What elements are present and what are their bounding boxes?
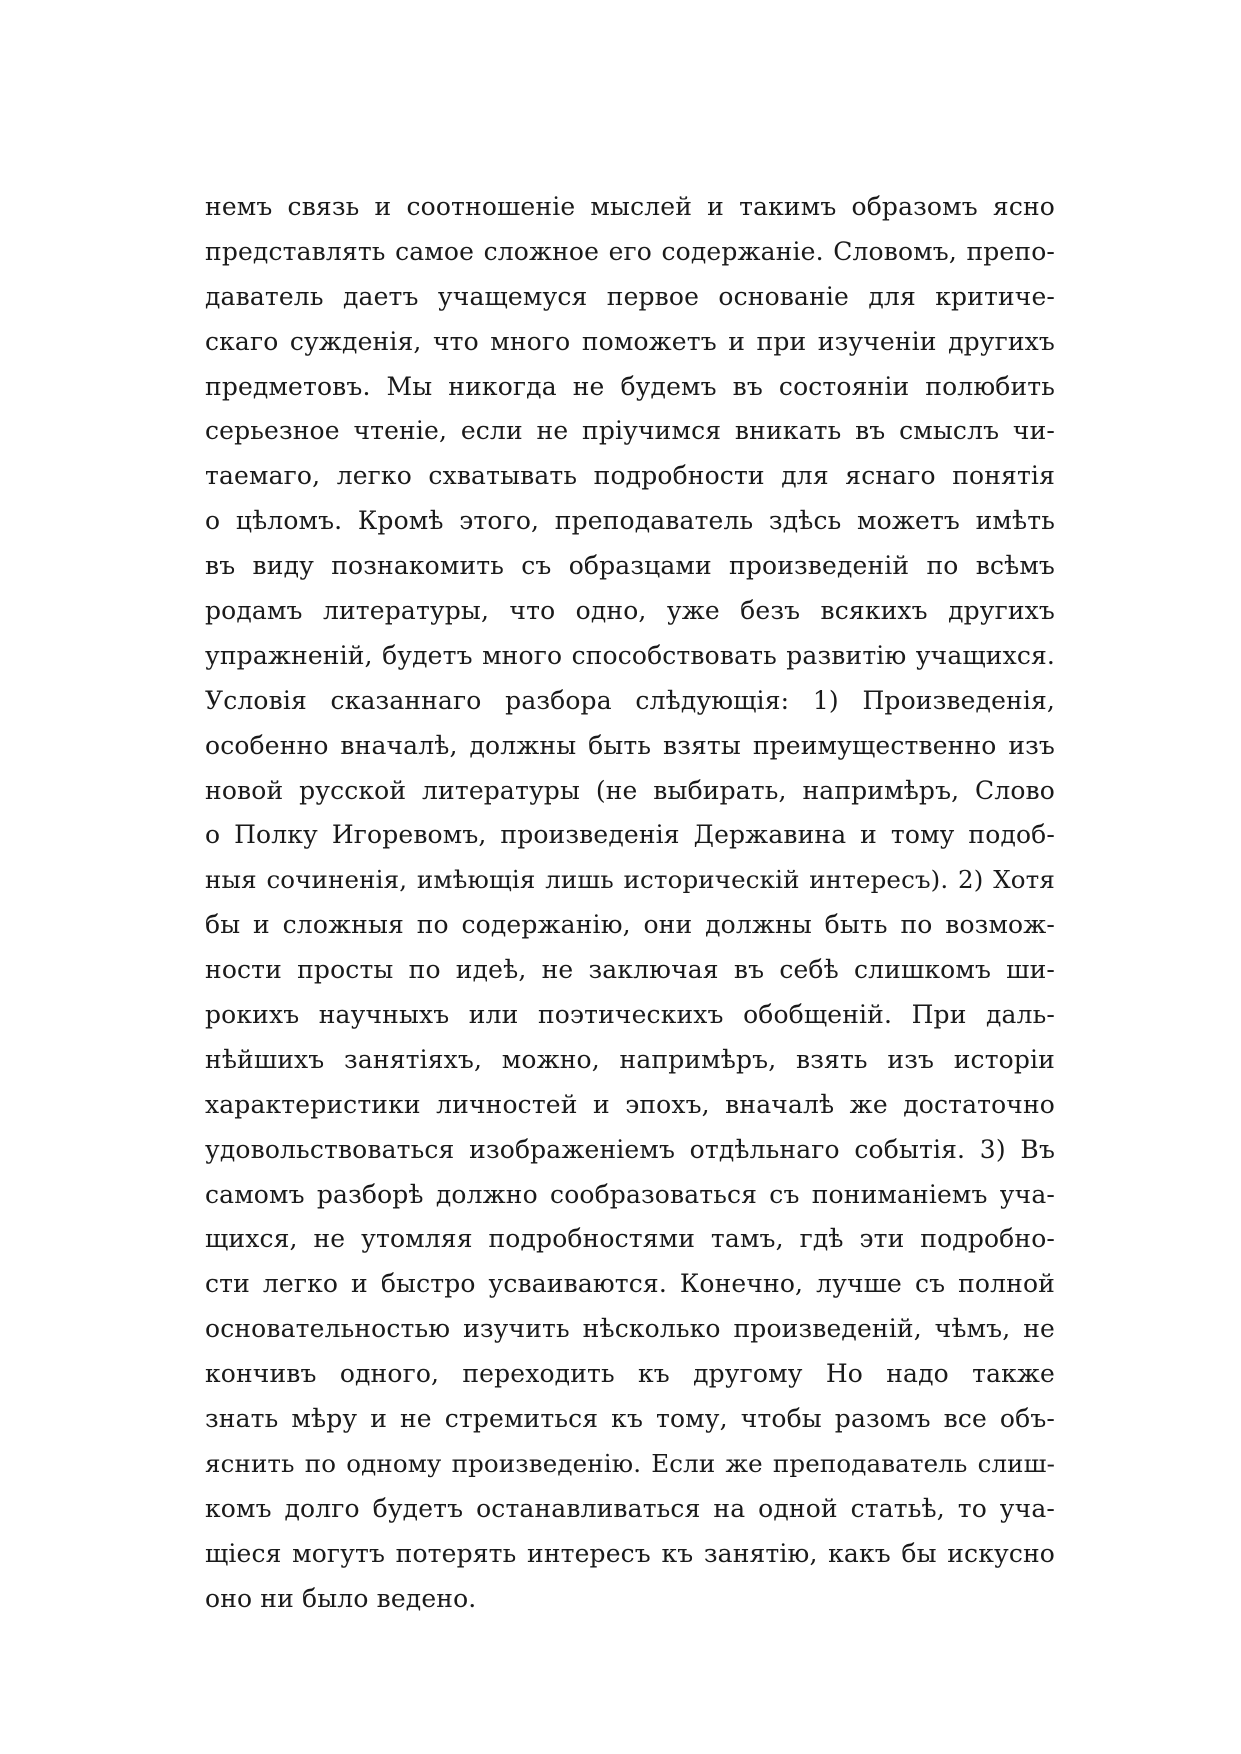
- text-line: Условія сказаннаго разбора слѣдующія: 1) Произведенія,: [205, 685, 1055, 715]
- text-line: о цѣломъ. Кромѣ этого, преподаватель здѣсь можетъ имѣть: [205, 506, 1055, 536]
- text-line: даватель даетъ учащемуся первое основаніе для критиче-: [205, 281, 1055, 311]
- text-line: упражненій, будетъ много способствовать развитію учащихся.: [205, 640, 1055, 670]
- text-line: немъ связь и соотношеніе мыслей и такимъ образомъ ясно: [205, 192, 1055, 221]
- text-line: основательностью изучить нѣсколько произведеній, чѣмъ, не: [205, 1314, 1055, 1344]
- text-line: характеристики личностей и эпохъ, вначалѣ же достаточно: [205, 1089, 1055, 1119]
- text-line: оно ни было ведено.: [205, 1583, 477, 1613]
- text-line: таемаго, легко схватывать подробности для яснаго понятія: [205, 461, 1055, 491]
- text-line: родамъ литературы, что одно, уже безъ всякихъ другихъ: [205, 596, 1055, 626]
- text-line: удовольствоваться изображеніемъ отдѣльнаго событія. 3) Въ: [205, 1134, 1055, 1164]
- body-text: [205, 185, 1055, 1622]
- text-line: о Полку Игоревомъ, произведенія Державина и тому подоб-: [205, 820, 1055, 850]
- text-line: кончивъ одного, переходить къ другому Но надо также: [205, 1359, 1055, 1389]
- text-line: щихся, не утомляя подробностями тамъ, гдѣ эти подробно-: [205, 1224, 1055, 1254]
- text-line: серьезное чтеніе, если не пріучимся вникать въ смыслъ чи-: [205, 416, 1055, 446]
- text-line: нѣйшихъ занятіяхъ, можно, напримѣръ, взять изъ исторіи: [205, 1044, 1055, 1074]
- text-line: бы и сложныя по содержанію, они должны быть по возмож-: [205, 910, 1055, 940]
- text-line: скаго сужденія, что много поможетъ и при изученіи другихъ: [205, 326, 1055, 356]
- text-line: знать мѣру и не стремиться къ тому, чтобы разомъ все объ-: [205, 1404, 1055, 1434]
- text-line: сти легко и быстро усваиваются. Конечно, лучше съ полной: [205, 1269, 1055, 1299]
- text-line: особенно вначалѣ, должны быть взяты преимущественно изъ: [205, 730, 1055, 760]
- text-line: щіеся могутъ потерять интересъ къ занятію, какъ бы искусно: [205, 1538, 1055, 1568]
- text-line: ныя сочиненія, имѣющія лишь историческій интересъ). 2) Хотя: [205, 865, 1055, 895]
- text-line: представлять самое сложное его содержаніе. Словомъ, препо-: [205, 236, 1055, 266]
- text-line: рокихъ научныхъ или поэтическихъ обобщеній. При даль-: [205, 1000, 1055, 1030]
- text-line: самомъ разборѣ должно сообразоваться съ пониманіемъ уча-: [205, 1179, 1055, 1209]
- text-line: ности просты по идеѣ, не заключая въ себѣ слишкомъ ши-: [205, 955, 1055, 985]
- text-line: новой русской литературы (не выбирать, напримѣръ, Слово: [205, 775, 1055, 805]
- text-line: въ виду познакомить съ образцами произведеній по всѣмъ: [205, 551, 1055, 581]
- text-line: яснить по одному произведенію. Если же преподаватель слиш-: [205, 1448, 1055, 1478]
- text-line: предметовъ. Мы никогда не будемъ въ состояніи полюбить: [205, 371, 1055, 401]
- text-line: комъ долго будетъ останавливаться на одной статьѣ, то уча-: [205, 1493, 1055, 1523]
